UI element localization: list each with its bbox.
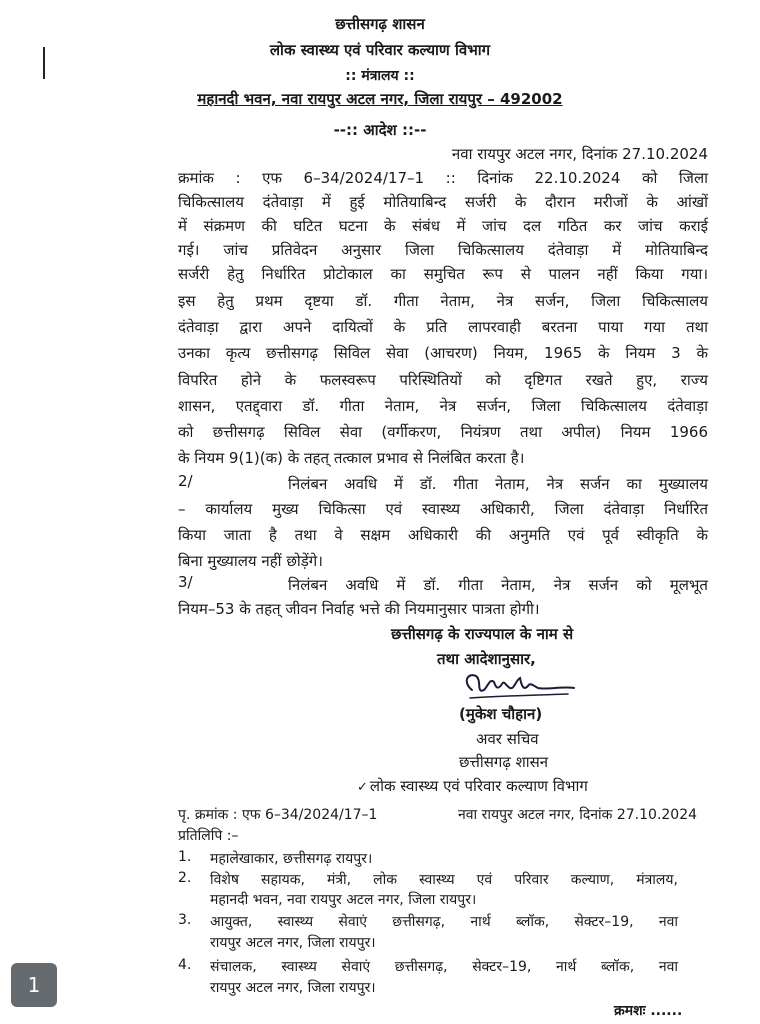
para1-line: गई। जांच प्रतिवेदन अनुसार जिला चिकित्सालय दंतेवाड़ा में मोतियाबिन्द [178,241,708,259]
header-ministry: :: मंत्रालय :: [345,68,415,84]
recipient-line: रायपुर अटल नगर, जिला रायपुर। [210,980,376,996]
recipient-number: 3. [178,912,192,928]
para1-line: चिकित्सालय दंतेवाड़ा में हुई मोतियाबिन्द सर्जरी के दौरान मरीजों के आंखों [178,193,708,211]
header-department: लोक स्वास्थ्य एवं परिवार कल्याण विभाग [269,41,491,59]
para1-line: इस हेतु प्रथम दृष्टया डॉ. गीता नेताम, नेत्र सर्जन, जिला चिकित्सालय [178,292,708,310]
recipient-line: आयुक्त, स्वास्थ्य सेवाएं छत्तीसगढ़, नार्थ ब्लॉक, सेक्टर–19, नवा [210,914,678,930]
signatory-name: (मुकेश चौहान) [459,705,543,723]
recipient-number: 2. [178,870,192,886]
para1-line: क्रमांक : एफ 6–34/2024/17–1 :: दिनांक 22.10.2024 को जिला [178,169,708,187]
endorsement-number: पृ. क्रमांक : एफ 6–34/2024/17–1 [178,807,378,823]
para3-line: निलंबन अवधि में डॉ. गीता नेताम, नेत्र सर्जन को मूलभूत [288,576,708,594]
header-address: महानदी भवन, नवा रायपुर अटल नगर, जिला रायपुर – 492002 [197,90,563,108]
para3-line: नियम–53 के तहत् जीवन निर्वाह भत्ते की नियमानुसार पात्रता होगी। [178,600,540,618]
signature-authority-line-2: तथा आदेशानुसार, [437,650,536,668]
endorsement-place-date: नवा रायपुर अटल नगर, दिनांक 27.10.2024 [458,807,698,823]
recipient-line: महालेखाकार, छत्तीसगढ़ रायपुर। [210,851,373,867]
para1-line: में संक्रमण की घटित घटना के संबंध में जांच दल गठित कर जांच कराई [178,217,708,235]
page-number-badge[interactable]: 1 [11,963,57,1007]
para1-line: उनका कृत्य छत्तीसगढ़ सिविल सेवा (आचरण) नियम, 1965 के नियम 3 के [178,344,708,362]
recipient-line: संचालक, स्वास्थ्य सेवाएं छत्तीसगढ़, सेक्टर–19, नार्थ ब्लॉक, नवा [210,959,678,975]
para1-line: को छत्तीसगढ़ सिविल सेवा (वर्गीकरण, नियंत्रण तथा अपील) नियम 1966 [178,423,708,441]
para3-number: 3/ [178,573,193,591]
para2-line: किया जाता है तथा वे सक्षम अधिकारी की अनुमति एवं पूर्व स्वीकृति के [178,526,708,544]
para2-line: बिना मुख्यालय नहीं छोड़ेंगे। [178,552,323,570]
para1-line: विपरित होने के फलस्वरूप परिस्थितियों को दृष्टिगत रखते हुए, राज्य [178,371,708,389]
signatory-designation: अवर सचिव [476,730,539,748]
para1-line: शासन, एतद्द्वारा डॉ. गीता नेताम, नेत्र सर्जन, जिला चिकित्सालय दंतेवाड़ा [178,397,708,415]
para1-line: सर्जरी हेतु निर्धारित प्रोटोकाल का समुचित रूप से पालन नहीं किया गया। [178,265,708,283]
para2-number: 2/ [178,472,193,490]
recipient-line: रायपुर अटल नगर, जिला रायपुर। [210,935,376,951]
recipient-line: विशेष सहायक, मंत्री, लोक स्वास्थ्य एवं परिवार कल्याण, मंत्रालय, [210,872,678,888]
recipient-number: 1. [178,849,192,865]
signature-image [458,668,578,704]
para2-line: निलंबन अवधि में डॉ. गीता नेताम, नेत्र सर्जन का मुख्यालय [288,475,708,493]
recipient-number: 4. [178,957,192,973]
signature-authority-line-1: छत्तीसगढ़ के राज्यपाल के नाम से [391,625,574,643]
para1-line: के नियम 9(1)(क) के तहत् तत्काल प्रभाव से निलंबित करता है। [178,449,525,467]
copy-to-heading: प्रतिलिपि :– [178,828,239,844]
header-government: छत्तीसगढ़ शासन [335,15,425,33]
para1-line: दंतेवाड़ा द्वारा अपने दायित्वों के प्रति लापरवाही बरतना पाया गया तथा [178,318,708,336]
signatory-department: ✓ लोक स्वास्थ्य एवं परिवार कल्याण विभाग [357,777,588,795]
recipient-line: महानदी भवन, नवा रायपुर अटल नगर, जिला रायपुर। [210,892,477,908]
signatory-government: छत्तीसगढ़ शासन [459,753,549,771]
continued-note: क्रमशः ...... [614,1003,683,1019]
order-heading: --:: आदेश ::-- [333,121,427,139]
para2-line: – कार्यालय मुख्य चिकित्सा एवं स्वास्थ्य अधिकारी, जिला दंतेवाड़ा निर्धारित [178,500,708,518]
order-place-date: नवा रायपुर अटल नगर, दिनांक 27.10.2024 [451,145,708,163]
